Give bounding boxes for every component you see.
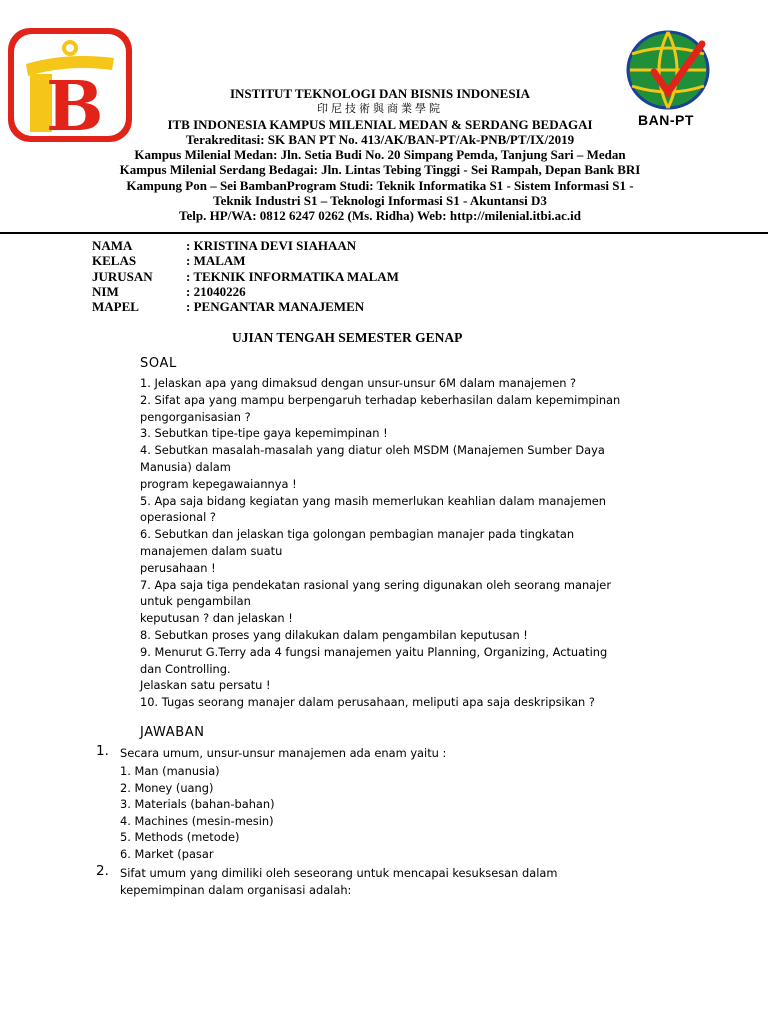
institute-name-chinese: 印尼技術與商業學院 (317, 102, 443, 116)
answer-1-number: 1. (96, 743, 109, 759)
question-line: program kepegawaiannya ! (140, 476, 297, 491)
question-line: 3. Sebutkan tipe-tipe gaya kepemimpinan ! (140, 426, 388, 441)
svg-text:B: B (46, 67, 104, 144)
answer-2-text-line-2: kepemimpinan dalam organisasi adalah: (120, 883, 352, 897)
info-key: NAMA (92, 238, 133, 253)
question-line: untuk pengambilan (140, 594, 251, 609)
info-value: : KRISTINA DEVI SIAHAAN (186, 238, 357, 253)
jawaban-heading: JAWABAN (140, 725, 205, 740)
info-key: KELAS (92, 253, 137, 269)
question-line: 7. Apa saja tiga pendekatan rasional yang sering digunakan oleh seorang manajer (140, 577, 611, 592)
question-line: 2. Sifat apa yang mampu berpengaruh terhadap keberhasilan dalam kepemimpinan (140, 392, 621, 407)
list-item: 1. Man (manusia) (120, 764, 220, 778)
question-line: 10. Tugas seorang manajer dalam perusahaan, meliputi apa saja deskripsikan ? (140, 695, 595, 710)
header-divider (0, 232, 768, 234)
question-line: perusahaan ! (140, 560, 216, 575)
question-line: 1. Jelaskan apa yang dimaksud dengan unsur-unsur 6M dalam manajemen ? (140, 376, 577, 390)
info-row-nama (92, 238, 399, 253)
info-key: JURUSAN (92, 268, 153, 284)
info-key: MAPEL (92, 299, 139, 315)
answer-2-text-line-1: Sifat umum yang dimiliki oleh seseorang untuk mencapai kesuksesan dalam (120, 866, 558, 880)
answer-1-text: Secara umum, unsur-unsur manajemen ada enam yaitu : (120, 746, 447, 760)
question-line: dan Controlling. (140, 661, 231, 676)
list-item: 3. Materials (bahan-bahan) (120, 797, 275, 812)
question-line: pengorganisasian ? (140, 409, 251, 424)
programs-line-1: Kampung Pon – Sei BambanProgram Studi: Teknik Informatika S1 - Sistem Informasi S1 - (126, 177, 634, 193)
info-value: : PENGANTAR MANAJEMEN (186, 299, 365, 315)
list-item: 2. Money (uang) (120, 780, 214, 795)
institute-name: INSTITUT TEKNOLOGI DAN BISNIS INDONESIA (229, 86, 531, 101)
info-value: : 21040226 (186, 283, 246, 299)
address-serdang: Kampus Milenial Serdang Bedagai: Jln. Lintas Tebing Tinggi - Sei Rampah, Depan Bank BRI (119, 162, 641, 178)
question-line: 5. Apa saja bidang kegiatan yang masih memerlukan keahlian dalam manajemen (140, 493, 607, 508)
question-line: manajemen dalam suatu (140, 543, 283, 558)
contact-line: Telp. HP/WA: 0812 6247 0262 (Ms. Ridha) Web: http://milenial.itbi.ac.id (179, 208, 581, 224)
question-line: Manusia) dalam (140, 459, 231, 474)
answer-1-list (120, 763, 275, 863)
question-list (140, 375, 660, 711)
info-value: : MALAM (186, 253, 246, 269)
soal-heading: SOAL (140, 356, 177, 371)
list-item: 6. Market (pasar (120, 846, 214, 861)
question-line: Jelaskan satu persatu ! (140, 678, 271, 693)
info-row-nim (92, 284, 399, 299)
letterhead (70, 86, 690, 224)
info-row-mapel (92, 299, 399, 314)
info-value: : TEKNIK INFORMATIKA MALAM (186, 268, 399, 284)
exam-title: UJIAN TENGAH SEMESTER GENAP (232, 330, 463, 345)
info-row-jurusan (92, 269, 399, 284)
info-row-kelas (92, 253, 399, 268)
info-key: NIM (92, 283, 119, 299)
question-line: operasional ? (140, 510, 216, 525)
question-line: 4. Sebutkan masalah-masalah yang diatur oleh MSDM (Manajemen Sumber Daya (140, 443, 605, 458)
programs-line-2: Teknik Industri S1 – Teknologi Informasi S1 - Akuntansi D3 (213, 193, 547, 209)
accreditation: Terakreditasi: SK BAN PT No. 413/AK/BAN-PT/Ak-PNB/PT/IX/2019 (185, 131, 575, 147)
question-line: 9. Menurut G.Terry ada 4 fungsi manajemen yaitu Planning, Organizing, Actuating (140, 644, 608, 659)
address-medan: Kampus Milenial Medan: Jln. Setia Budi No. 20 Simpang Pemda, Tanjung Sari – Medan (134, 147, 626, 163)
list-item: 4. Machines (mesin-mesin) (120, 813, 274, 828)
answer-2-number: 2. (96, 863, 109, 879)
student-info (92, 238, 399, 314)
ban-pt-logo-text: BAN-PT (638, 112, 694, 128)
question-line: 8. Sebutkan proses yang dilakukan dalam pengambilan keputusan ! (140, 627, 528, 642)
question-line: keputusan ? dan jelaskan ! (140, 611, 293, 626)
list-item: 5. Methods (metode) (120, 830, 240, 845)
campus-name: ITB INDONESIA KAMPUS MILENIAL MEDAN & SERDANG BEDAGAI (167, 116, 593, 132)
question-line: 6. Sebutkan dan jelaskan tiga golongan pembagian manajer pada tingkatan (140, 527, 575, 542)
